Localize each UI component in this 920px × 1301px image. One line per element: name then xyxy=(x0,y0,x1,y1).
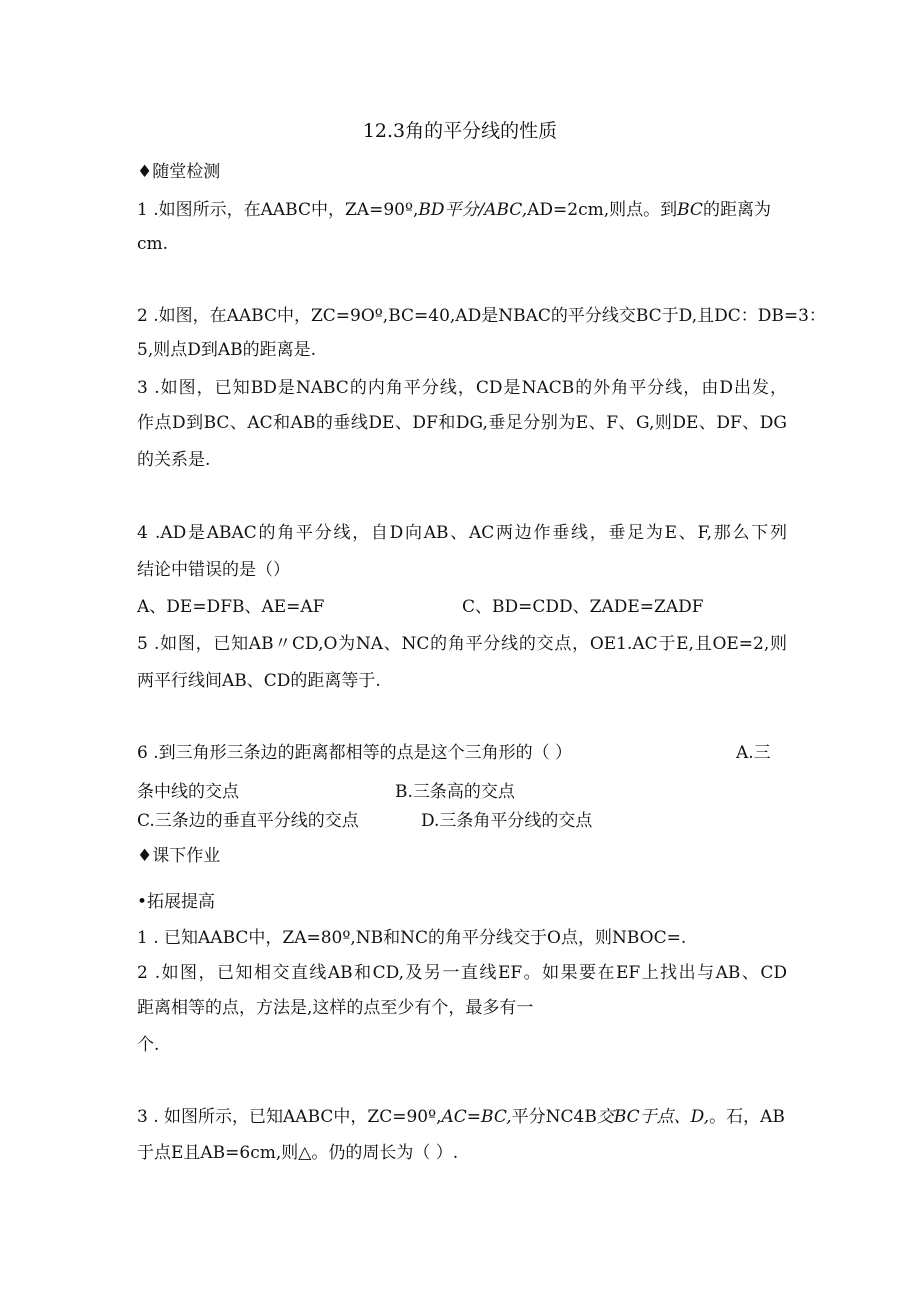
homework-3-line-2: 于点E且AB=6cm,则△。仍的周长为（ ）. xyxy=(137,1143,459,1163)
question-1-line-2: cm. xyxy=(137,234,169,254)
q1-text-a: 1 .如图所示，在AABC中，ZA=90º, xyxy=(137,200,419,220)
question-5-line-2: 两平行线间AB、CD的距离等于. xyxy=(137,671,381,691)
q1-text-e: 的距离为 xyxy=(702,200,771,220)
homework-3-line-1 xyxy=(137,1106,787,1128)
section-in-class: ♦随堂检测 xyxy=(137,162,221,182)
q6-stem: 6 .到三角形三条边的距离都相等的点是这个三角形的（ ） xyxy=(137,743,573,763)
q1-text-d: BC xyxy=(677,200,703,220)
q1-text-c: AD=2cm,则点。到 xyxy=(527,200,678,220)
question-2-line-2: 5,则点D到AB的距离是. xyxy=(137,340,317,360)
q6-option-d: D.三条角平分线的交点 xyxy=(421,811,593,831)
q6-option-a-start: A.三 xyxy=(736,743,771,763)
question-3-line-3: 的关系是. xyxy=(137,450,211,470)
h3-text-c: 平分NC4B xyxy=(511,1107,597,1127)
q4-option-c: C、BD=CDD、ZADE=ZADF xyxy=(462,597,704,617)
h3-text-d: 交BC于点、D, xyxy=(596,1107,710,1127)
question-3-line-1: 3 .如图，已知BD是NABC的内角平分线，CD是NACB的外角平分线，由D出发， xyxy=(137,378,787,398)
homework-2-line-1: 2 .如图，已知相交直线AB和CD,及另一直线EF。如果要在EF上找出与AB、CD xyxy=(137,963,787,983)
h3-text-b: AC=BC, xyxy=(441,1107,512,1127)
homework-2-line-3: 个. xyxy=(137,1035,160,1055)
section-homework: ♦课下作业 xyxy=(137,846,221,866)
section-extension: •拓展提高 xyxy=(137,892,216,912)
homework-1-line-1: 1 . 已知AABC中，ZA=80º,NB和NC的角平分线交于O点，则NBOC=. xyxy=(137,928,687,948)
question-4-line-1: 4 .AD是ABAC的角平分线，自D向AB、AC两边作垂线，垂足为E、F,那么下列 xyxy=(137,523,787,543)
question-4-options xyxy=(137,596,787,618)
homework-2-line-2: 距离相等的点，方法是,这样的点至少有个，最多有一 xyxy=(137,998,534,1018)
h3-text-a: 3 . 如图所示，已知AABC中，ZC=90º, xyxy=(137,1107,442,1127)
question-6-line-3 xyxy=(137,810,787,832)
question-5-line-1: 5 .如图，已知AB〃CD,O为NA、NC的角平分线的交点，OE1.AC于E,且OE=2,则 xyxy=(137,634,787,654)
q1-text-b: BD平分/ABC, xyxy=(418,200,528,220)
q6-option-b: B.三条高的交点 xyxy=(395,782,515,802)
question-6-line-2 xyxy=(137,781,787,803)
question-1-line-1 xyxy=(137,199,787,221)
question-3-line-2: 作点D到BC、AC和AB的垂线DE、DF和DG,垂足分别为E、F、G,则DE、DF、DG xyxy=(137,413,787,433)
h3-text-e: 。石，AB xyxy=(709,1107,785,1127)
question-4-line-2: 结论中错误的是（） xyxy=(137,560,290,580)
q6-option-a-end: 条中线的交点 xyxy=(137,782,239,802)
question-6-line-1 xyxy=(137,742,787,764)
q6-option-c: C.三条边的垂直平分线的交点 xyxy=(137,811,359,831)
page-title: 12.3角的平分线的性质 xyxy=(362,120,558,142)
question-2-line-1: 2 .如图，在AABC中，ZC=9Oº,BC=40,AD是NBAC的平分线交BC于D,且DC：DB=3： xyxy=(137,306,826,326)
q4-option-a: A、DE=DFB、AE=AF xyxy=(137,597,325,617)
